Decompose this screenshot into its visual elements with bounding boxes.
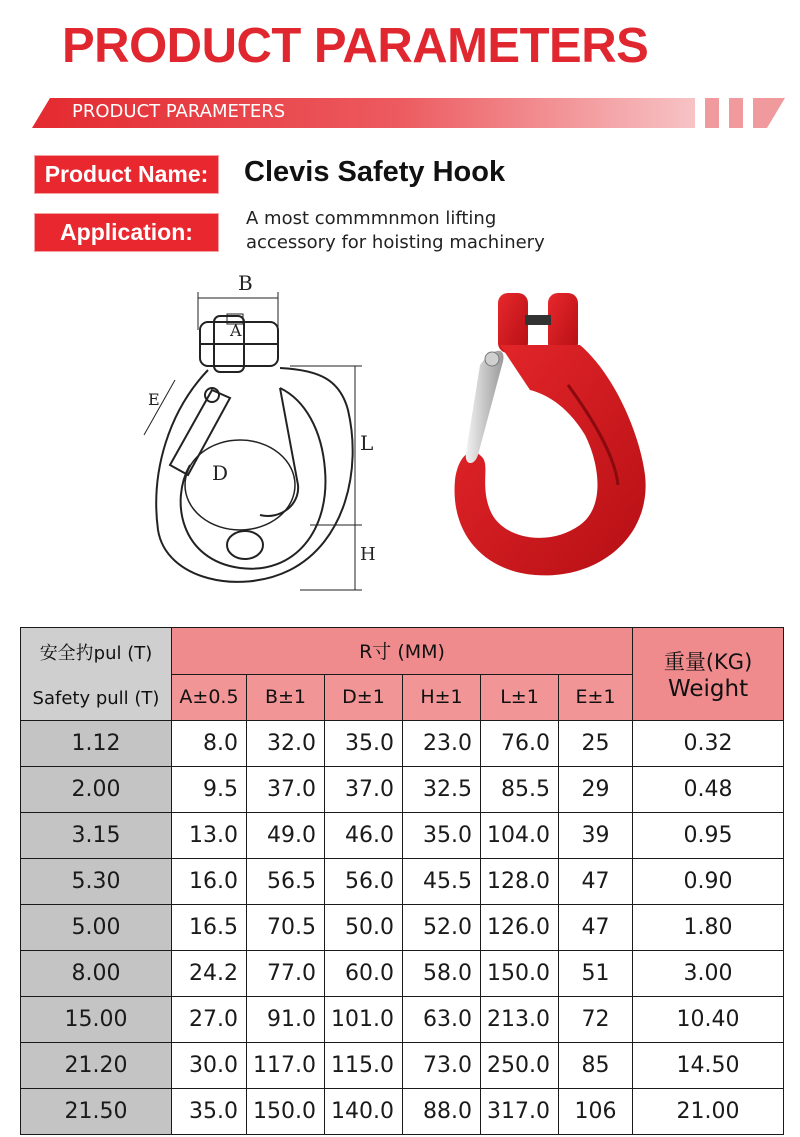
table-body	[21, 721, 784, 1135]
size-group-header: R寸 (MM)	[172, 628, 633, 675]
table-row	[21, 721, 784, 767]
specification-table	[20, 627, 784, 1135]
dimension-cell: 51	[559, 951, 633, 997]
application-line-1: A most commmnmon lifting	[246, 208, 497, 229]
dimension-cell: 8.0	[172, 721, 247, 767]
dimension-cell: 46.0	[325, 813, 403, 859]
dimension-cell: 27.0	[172, 997, 247, 1043]
dimension-cell: 56.0	[325, 859, 403, 905]
weight-cell: 21.00	[633, 1089, 784, 1135]
weight-cell: 0.90	[633, 859, 784, 905]
table-row	[21, 997, 784, 1043]
dimension-cell: 150.0	[481, 951, 559, 997]
product-name-tag: Product Name:	[35, 156, 218, 193]
dimension-cell: 35.0	[172, 1089, 247, 1135]
red-hook-photo	[440, 285, 660, 585]
dimension-cell: 35.0	[325, 721, 403, 767]
dimension-cell: 13.0	[172, 813, 247, 859]
dimension-cell: 77.0	[247, 951, 325, 997]
dimension-cell: 23.0	[403, 721, 481, 767]
weight-header-en: Weight	[667, 676, 749, 702]
dimension-cell: 58.0	[403, 951, 481, 997]
diagram-label-d: D	[212, 461, 229, 485]
dimension-cell: 56.5	[247, 859, 325, 905]
weight-cell: 14.50	[633, 1043, 784, 1089]
safety-pull-cell: 8.00	[21, 951, 172, 997]
dimension-cell: 24.2	[172, 951, 247, 997]
safety-pull-cell: 21.20	[21, 1043, 172, 1089]
dimension-cell: 16.0	[172, 859, 247, 905]
banner-label: PRODUCT PARAMETERS	[72, 101, 286, 122]
safety-pull-cell: 1.12	[21, 721, 172, 767]
column-header-h: H±1	[403, 674, 481, 721]
dimension-cell: 140.0	[325, 1089, 403, 1135]
safety-pull-header	[21, 628, 172, 721]
diagram-label-b: B	[238, 271, 253, 295]
table-row	[21, 859, 784, 905]
dimension-cell: 52.0	[403, 905, 481, 951]
dimension-cell: 32.5	[403, 767, 481, 813]
dimension-cell: 128.0	[481, 859, 559, 905]
product-name-value: Clevis Safety Hook	[244, 156, 506, 188]
weight-cell: 0.32	[633, 721, 784, 767]
dimension-cell: 49.0	[247, 813, 325, 859]
application-line-2: accessory for hoisting machinery	[246, 232, 545, 253]
dimension-cell: 16.5	[172, 905, 247, 951]
column-header-l: L±1	[481, 674, 559, 721]
page-title: PRODUCT PARAMETERS	[62, 19, 649, 73]
dimension-cell: 104.0	[481, 813, 559, 859]
dimension-cell: 30.0	[172, 1043, 247, 1089]
column-header-d: D±1	[325, 674, 403, 721]
column-header-b: B±1	[247, 674, 325, 721]
safety-pull-cell: 2.00	[21, 767, 172, 813]
safety-pull-cell: 15.00	[21, 997, 172, 1043]
dimension-cell: 73.0	[403, 1043, 481, 1089]
weight-cell: 3.00	[633, 951, 784, 997]
diagram-label-h: H	[360, 544, 376, 565]
safety-pull-cell: 5.00	[21, 905, 172, 951]
dimension-cell: 39	[559, 813, 633, 859]
dimension-cell: 76.0	[481, 721, 559, 767]
column-header-a: A±0.5	[172, 674, 247, 721]
dimension-cell: 101.0	[325, 997, 403, 1043]
dimension-cell: 117.0	[247, 1043, 325, 1089]
dimension-cell: 35.0	[403, 813, 481, 859]
application-text	[246, 207, 545, 255]
dimension-cell: 29	[559, 767, 633, 813]
safety-pull-header-en: Safety pull (T)	[32, 687, 160, 709]
safety-pull-cell: 5.30	[21, 859, 172, 905]
diagram-label-e: E	[148, 390, 160, 409]
weight-cell: 1.80	[633, 905, 784, 951]
dimension-cell: 106	[559, 1089, 633, 1135]
dimension-cell: 32.0	[247, 721, 325, 767]
dimension-cell: 88.0	[403, 1089, 481, 1135]
dimension-cell: 50.0	[325, 905, 403, 951]
dimension-cell: 213.0	[481, 997, 559, 1043]
dimension-cell: 72	[559, 997, 633, 1043]
table-row	[21, 951, 784, 997]
safety-pull-header-cn: 安全扚pul (T)	[39, 643, 153, 665]
column-header-e: E±1	[559, 674, 633, 721]
dimension-cell: 47	[559, 905, 633, 951]
dimension-cell: 85.5	[481, 767, 559, 813]
table-row	[21, 767, 784, 813]
dimension-cell: 91.0	[247, 997, 325, 1043]
dimension-cell: 25	[559, 721, 633, 767]
table-row	[21, 1089, 784, 1135]
application-tag: Application:	[35, 214, 218, 251]
weight-header-cn: 重量(KG)	[663, 650, 753, 674]
safety-pull-cell: 3.15	[21, 813, 172, 859]
dimension-cell: 250.0	[481, 1043, 559, 1089]
diagram-label-l: L	[360, 431, 374, 455]
dimension-cell: 85	[559, 1043, 633, 1089]
dimension-cell: 60.0	[325, 951, 403, 997]
dimension-cell: 45.5	[403, 859, 481, 905]
table-header-row-1	[21, 628, 784, 675]
dimension-cell: 70.5	[247, 905, 325, 951]
hook-dimension-diagram	[130, 270, 380, 600]
dimension-cell: 150.0	[247, 1089, 325, 1135]
dimension-cell: 317.0	[481, 1089, 559, 1135]
dimension-cell: 37.0	[325, 767, 403, 813]
weight-cell: 0.48	[633, 767, 784, 813]
dimension-cell: 115.0	[325, 1043, 403, 1089]
table-row	[21, 905, 784, 951]
dimension-cell: 63.0	[403, 997, 481, 1043]
weight-header	[633, 628, 784, 721]
table-row	[21, 813, 784, 859]
dimension-cell: 47	[559, 859, 633, 905]
diagram-label-a: A	[230, 321, 242, 340]
dimension-cell: 9.5	[172, 767, 247, 813]
dimension-cell: 126.0	[481, 905, 559, 951]
dimension-cell: 37.0	[247, 767, 325, 813]
safety-pull-cell: 21.50	[21, 1089, 172, 1135]
weight-cell: 0.95	[633, 813, 784, 859]
weight-cell: 10.40	[633, 997, 784, 1043]
table-row	[21, 1043, 784, 1089]
